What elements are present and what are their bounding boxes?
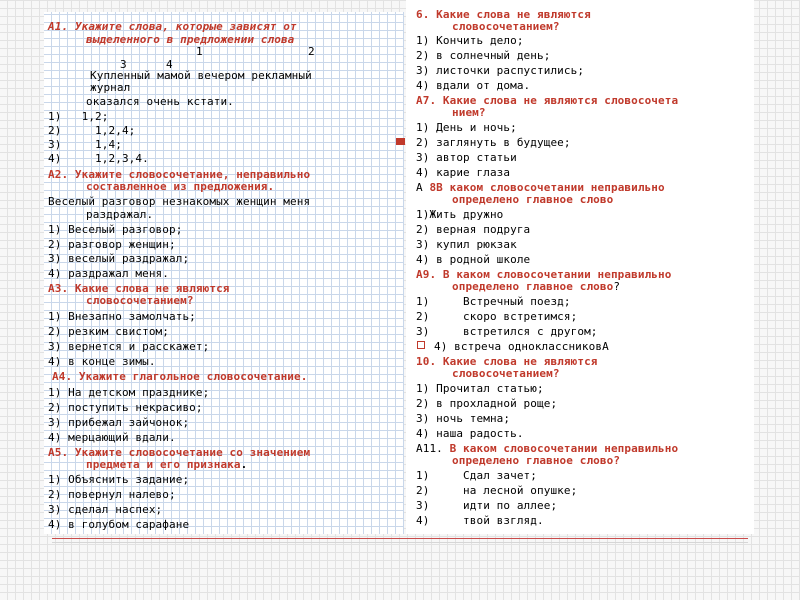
a11-option-3: 3) идти по аллее;: [416, 499, 558, 512]
a9-option-3: 3) встретился с другом;: [416, 325, 598, 338]
a2-option-3: 3) веселый раздражал;: [48, 252, 190, 265]
a7-question-line2: нием?: [452, 106, 486, 119]
a8-question-line2: определено главное слово: [452, 193, 614, 206]
a4-option-1: 1) На детском празднике;: [48, 386, 210, 399]
a5-question-line1: А5. Укажите словосочетание со значением: [48, 446, 311, 459]
a11-option-4: 4) твой взгляд.: [416, 514, 544, 527]
a4-option-3: 3) прибежал зайчонок;: [48, 416, 190, 429]
a2-question-line1: А2. Укажите словосочетание, неправильно: [48, 168, 311, 181]
a5-question-line2: [86, 458, 247, 471]
a7-option-1: 1) День и ночь;: [416, 121, 517, 134]
a1-option-1: 1) 1,2;: [48, 110, 109, 123]
a1-question-line1: А1. Укажите слова, которые зависят от: [48, 20, 297, 33]
a4-question: А4. Укажите глагольное словосочетание.: [52, 370, 308, 383]
square-bullet-icon: [396, 138, 405, 145]
a2-option-1: 1) Веселый разговор;: [48, 223, 183, 236]
a9-option-2: 2) скоро встретимся;: [416, 310, 578, 323]
q10-option-4: 4) наша радость.: [416, 427, 524, 440]
a8-option-2: 2) верная подруга: [416, 223, 531, 236]
a5-option-1: 1) Объяснить задание;: [48, 473, 190, 486]
q6-option-1: 1) Кончить дело;: [416, 34, 524, 47]
a5-question-line2-text: предмета и его признака: [86, 458, 241, 471]
q6-question-line2: словосочетанием?: [452, 20, 560, 33]
a4-option-4: 4) мерцающий вдали.: [48, 431, 176, 444]
a5-option-3: 3) сделал наспех;: [48, 503, 163, 516]
a1-sentence-line1: Купленный мамой вечером рекламный: [90, 69, 312, 82]
a5-option-2: 2) повернул налево;: [48, 488, 176, 501]
a7-question-line1: А7. Какие слова не являются словосочета: [416, 94, 679, 107]
a2-option-2: 2) разговор женщин;: [48, 238, 176, 251]
a7-option-4: 4) карие глаза: [416, 166, 511, 179]
a1-number-1: 1: [196, 45, 203, 58]
a1-question-line2: выделенного в предложении слова: [86, 33, 295, 46]
a1-number-2: 2: [308, 45, 315, 58]
a3-option-1: 1) Внезапно замолчать;: [48, 310, 196, 323]
a9-question-line1: А9. В каком словосочетании неправильно: [416, 268, 672, 281]
a11-question-text: В каком словосочетании неправильно: [442, 442, 679, 455]
q6-option-3: 3) листочки распустились;: [416, 64, 585, 77]
a7-option-3: 3) автор статьи: [416, 151, 517, 164]
a3-question-line1: А3. Какие слова не являются: [48, 282, 230, 295]
a5-option-4: 4) в голубом сарафане: [48, 518, 190, 531]
a3-question-line2: словосочетанием?: [86, 294, 194, 307]
a9-question-text: определено главное слово: [452, 280, 614, 293]
a1-option-4: 4) 1,2,3,4.: [48, 152, 149, 165]
a8-prefix: А: [416, 181, 423, 194]
a1-sentence-line3: оказался очень кстати.: [86, 95, 234, 108]
a2-option-4: 4) раздражал меня.: [48, 267, 170, 280]
a3-option-4: 4) в конце зимы.: [48, 355, 156, 368]
bottom-divider-shadow: [52, 542, 748, 543]
a1-number-4: 4: [166, 58, 173, 71]
a2-sentence-line1: Веселый разговор незнакомых женщин меня: [48, 195, 311, 208]
a7-option-2: 2) заглянуть в будущее;: [416, 136, 571, 149]
a11-question-line2: определено главное слово?: [452, 454, 621, 467]
q10-question-line2: словосочетанием?: [452, 367, 560, 380]
a9-question-mark: ?: [613, 280, 621, 293]
a11-option-2: 2) на лесной опушке;: [416, 484, 578, 497]
a9-question-line2: [452, 280, 620, 293]
a8-option-4: 4) в родной школе: [416, 253, 531, 266]
a2-sentence-line2: раздражал.: [86, 208, 154, 221]
a8-option-3: 3) купил рюкзак: [416, 238, 517, 251]
a5-question-period: .: [240, 458, 248, 471]
q6-question-line1: 6. Какие слова не являются: [416, 8, 591, 21]
a8-question-text: 8В каком словосочетании неправильно: [422, 181, 665, 194]
a11-prefix: А11.: [416, 442, 443, 455]
a1-option-3: 3) 1,4;: [48, 138, 122, 151]
q10-option-2: 2) в прохладной роще;: [416, 397, 558, 410]
a1-sentence-line2: журнал: [90, 81, 131, 94]
a4-option-2: 2) поступить некрасиво;: [48, 401, 203, 414]
q6-option-4: 4) вдали от дома.: [416, 79, 531, 92]
a8-option-1: 1)Жить дружно: [416, 208, 504, 221]
a3-option-2: 2) резким свистом;: [48, 325, 170, 338]
a2-question-line2: составленное из предложения.: [86, 180, 275, 193]
a3-option-3: 3) вернется и расскажет;: [48, 340, 210, 353]
empty-square-bullet-icon: [417, 341, 425, 349]
a11-option-1: 1) Сдал зачет;: [416, 469, 538, 482]
q10-question-line1: 10. Какие слова не являются: [416, 355, 598, 368]
bottom-divider: [52, 538, 748, 539]
a1-number-3: 3: [120, 58, 127, 71]
a9-option-1: 1) Встречный поезд;: [416, 295, 571, 308]
q6-option-2: 2) в солнечный день;: [416, 49, 551, 62]
a1-option-2: 2) 1,2,4;: [48, 124, 136, 137]
q10-option-1: 1) Прочитал статью;: [416, 382, 544, 395]
q10-option-3: 3) ночь темна;: [416, 412, 511, 425]
a9-option-4: 4) встреча одноклассниковА: [434, 340, 609, 353]
